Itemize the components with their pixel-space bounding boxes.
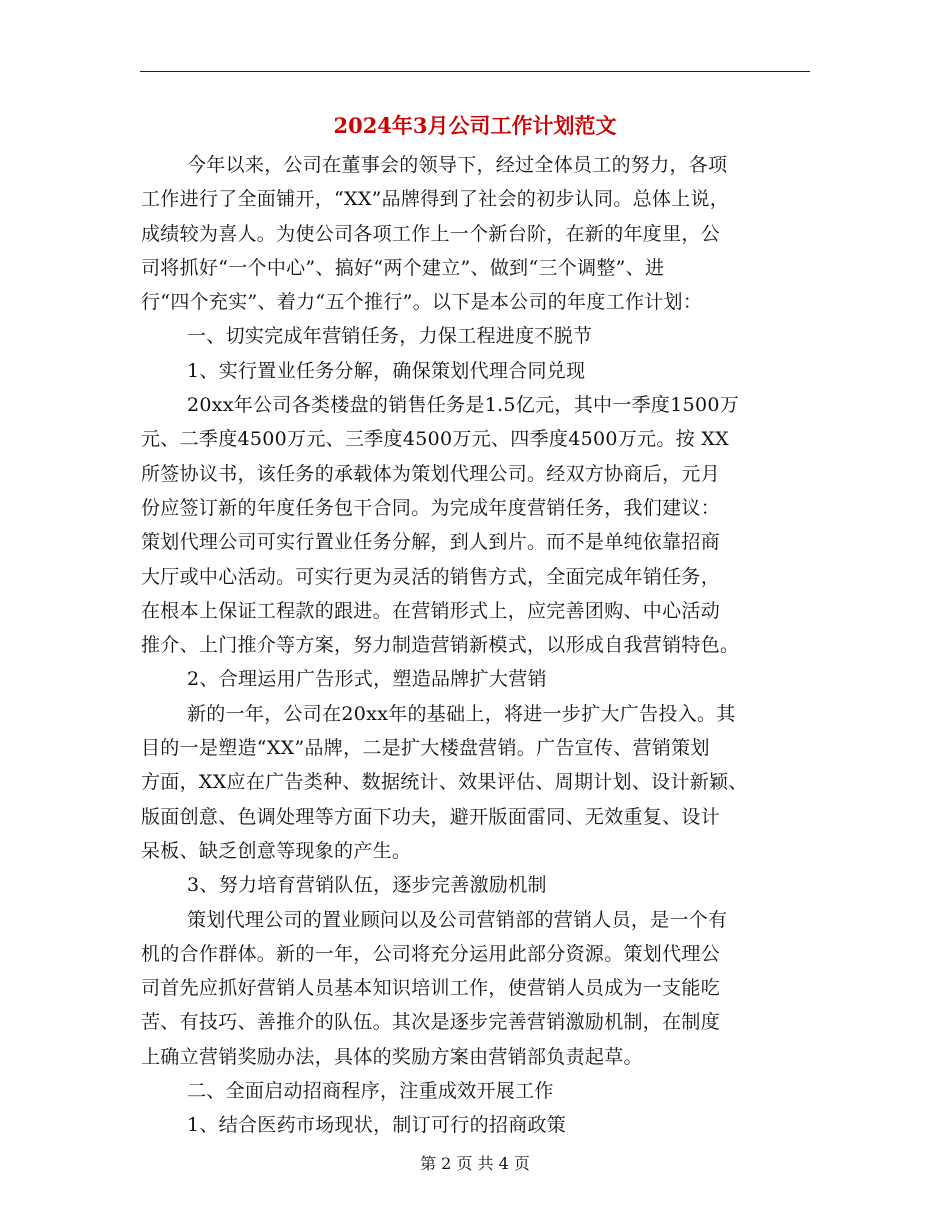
text-line: 大厅或中心活动。可实行更为灵活的销售方式，全面完成年销任务， <box>141 565 721 588</box>
text-line: 元、二季度4500万元、三季度4500万元、四季度4500万元。按 XX <box>141 428 729 451</box>
text-line: 机的合作群体。新的一年，公司将充分运用此部分资源。策划代理公 <box>141 942 721 965</box>
text-line: 版面创意、色调处理等方面下功夫，避开版面雷同、无效重复、设计 <box>141 805 721 828</box>
text-line: 司首先应抓好营销人员基本知识培训工作，使营销人员成为一支能吃 <box>141 977 721 1000</box>
text-line: 今年以来，公司在董事会的领导下，经过全体员工的努力，各项 <box>187 154 728 176</box>
text-line: 策划代理公司可实行置业任务分解，到人到片。而不是单纯依靠招商 <box>141 531 721 554</box>
text-line: 一、切实完成年营销任务，力保工程进度不脱节 <box>187 325 593 348</box>
text-line: 方面，XX应在广告类种、数据统计、效果评估、周期计划、设计新颖、 <box>141 771 748 794</box>
text-line: 在根本上保证工程款的跟进。在营销形式上，应完善团购、中心活动 <box>141 599 721 622</box>
text-line: 2、合理运用广告形式，塑造品牌扩大营销 <box>187 668 547 691</box>
text-line: 所签协议书，该任务的承载体为策划代理公司。经双方协商后，元月 <box>141 462 721 485</box>
document-title: 2024年3月公司工作计划范文 <box>333 113 617 138</box>
text-line: 工作进行了全面铺开，“XX”品牌得到了社会的初步认同。总体上说， <box>141 188 730 211</box>
text-line: 二、全面启动招商程序，注重成效开展工作 <box>187 1080 554 1103</box>
text-line: 策划代理公司的置业顾问以及公司营销部的营销人员，是一个有 <box>187 908 728 931</box>
text-line: 呆板、缺乏创意等现象的产生。 <box>141 839 412 862</box>
page-footer: 第 2 页 共 4 页 <box>420 1154 530 1173</box>
text-line: 成绩较为喜人。为使公司各项工作上一个新台阶，在新的年度里，公 <box>141 222 721 245</box>
text-line: 新的一年，公司在20xx年的基础上，将进一步扩大广告投入。其 <box>187 702 736 725</box>
text-line: 20xx年公司各类楼盘的销售任务是1.5亿元，其中一季度1500万 <box>187 394 740 417</box>
text-line: 3、努力培育营销队伍，逐步完善激励机制 <box>187 874 547 897</box>
text-line: 行“四个充实”、着力“五个推行”。以下是本公司的年度工作计划： <box>141 291 703 314</box>
document-body <box>141 148 813 1143</box>
text-line: 上确立营销奖励办法，具体的奖励方案由营销部负责起草。 <box>141 1045 643 1068</box>
text-line: 1、实行置业任务分解，确保策划代理合同兑现 <box>187 359 586 382</box>
header-rule <box>140 71 810 72</box>
text-line: 目的一是塑造“XX”品牌，二是扩大楼盘营销。广告宣传、营销策划 <box>141 737 710 760</box>
text-line: 司将抓好“一个中心”、搞好“两个建立”、做到“三个调整”、进 <box>141 256 665 279</box>
text-line: 1、结合医药市场现状，制订可行的招商政策 <box>187 1114 567 1137</box>
text-line: 苦、有技巧、善推介的队伍。其次是逐步完善营销激励机制，在制度 <box>141 1011 721 1034</box>
text-line: 推介、上门推介等方案，努力制造营销新模式，以形成自我营销特色。 <box>141 634 740 657</box>
text-line: 份应签订新的年度任务包干合同。为完成年度营销任务，我们建议： <box>141 496 721 519</box>
